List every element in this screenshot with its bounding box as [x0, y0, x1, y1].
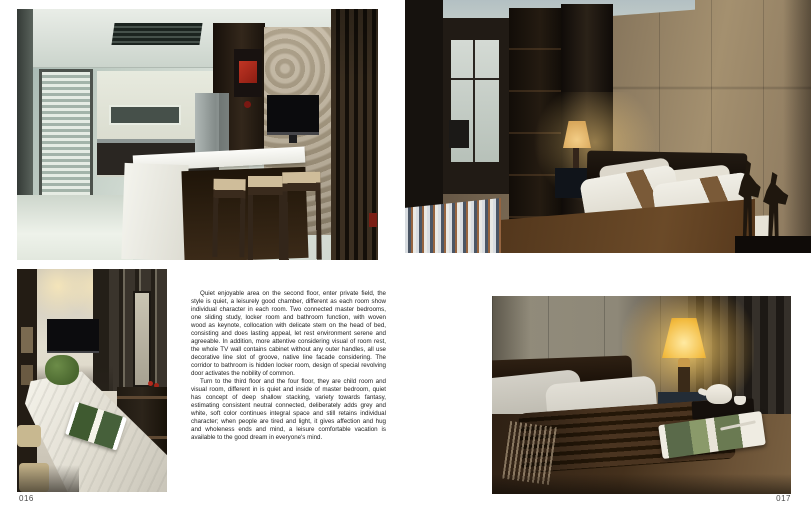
photo-master-bedroom [405, 0, 811, 253]
photo-kitchen-bar [17, 9, 378, 260]
bar-stool [212, 179, 245, 258]
stool-cushion [17, 425, 41, 447]
tv-mount [289, 135, 297, 143]
glossy-floor [17, 195, 133, 260]
article-paragraph-1: Quiet enjoyable area on the second floor, enter private field, the style is quiet, a leisurely good chamber, different as each room show individual character in each room. Two connected master bedrooms, one sliding study, locker room and bathroom function, with woven wood as keynote, collocation with delicate stem on the head of bed, consisting and does lasting appeal, let rest environment serene and agreeable. In addition, more attentive considering visual of room rest, the whole TV wall contains cabinet without any outer handles, all use decorative line slot of groove, native line facade considering. The corridor to bathroom is hidden locker room, design of special revolving door activates the nobility of common. [191, 290, 386, 377]
red-accent [369, 213, 377, 227]
table-lamp-base [573, 148, 579, 170]
tv-screen [47, 319, 99, 353]
article-paragraph-2: Turn to the third floor and the four floor, they are child room and visual room, different in is quiet and inside of master bedroom, quiet has concept of deep shallow stacking, variety towards fantasy, estimating consistent neutral connected, deliberately adds grey and white, soft color continues integral space and still retains individual character; when people are tired and light, it gives affection and hug and wholeness ends and mind, a leisure comfortable vacation is available to the good dream in everyone's mind. [191, 378, 386, 441]
photo-counter-tv [17, 269, 167, 492]
page-number-left: 016 [19, 494, 34, 503]
tv-screen [267, 95, 319, 135]
floor-shadow [17, 465, 79, 492]
refrigerator [195, 93, 229, 155]
dark-floor [735, 236, 811, 253]
article-text [191, 290, 386, 442]
wall-shadow [783, 0, 811, 253]
corridor-light [135, 293, 149, 385]
ceiling-vent [111, 23, 202, 45]
green-plant [45, 355, 79, 385]
cabinet-inset [21, 327, 33, 353]
teacup [734, 396, 746, 405]
photo-bedroom-lamp [492, 296, 791, 494]
towel [449, 120, 469, 148]
marble-counter-front [121, 163, 188, 260]
teapot [706, 384, 732, 404]
kitchen-window [109, 105, 181, 125]
bar-stool [248, 176, 284, 260]
red-flowers [148, 381, 153, 386]
bedside-lamp-base [678, 358, 690, 394]
bed-shadow [492, 474, 791, 494]
red-wall-art [239, 61, 257, 83]
red-wall-art-dot [244, 101, 251, 108]
shutter-door [39, 69, 93, 211]
page-number-right: 017 [776, 494, 791, 503]
bar-stool [282, 172, 322, 260]
